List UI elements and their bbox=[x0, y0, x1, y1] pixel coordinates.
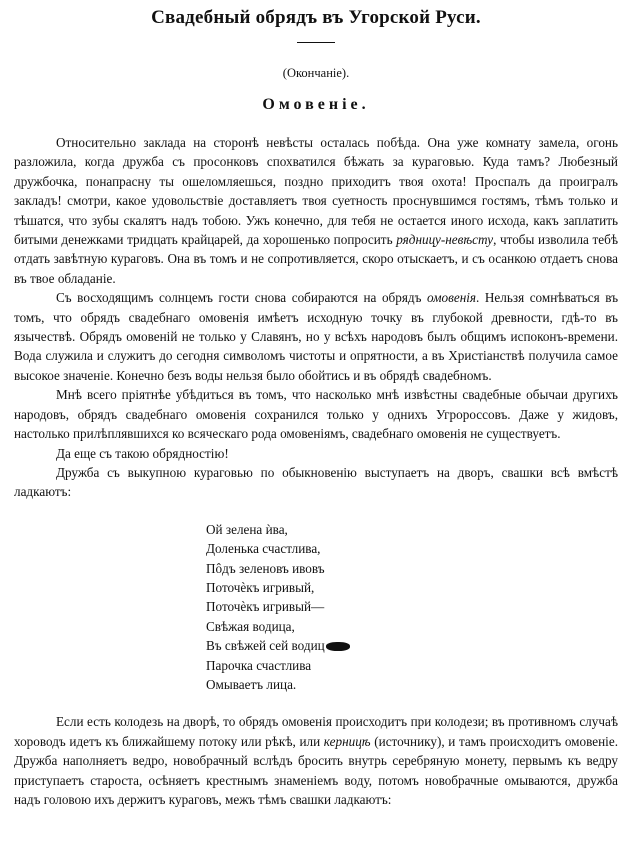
poem-line: Въ свѣжей сей водиц bbox=[206, 636, 618, 655]
poem-line: Пôдъ зеленовъ ивовъ bbox=[206, 560, 325, 576]
paragraph-closing: Если есть колодезь на дворѣ, то обрядъ омовенія происходитъ при колодези; въ противномъ случаѣ хороводъ идетъ къ ближайшему потоку или рѣкѣ, или керницѣ (источнику), и тамъ происходитъ омовеніе. Дружба наполняетъ ведро, новобрачный вслѣдъ бросить внутрь серебряную монету, первымъ къ ведру приступаетъ староста, осѣняетъ крестнымъ знаменіемъ воду, потомъ новобрачные омываются, дружба надъ головою ихъ держитъ кураговъ, межъ тѣмъ свашки ладкаютъ: bbox=[14, 714, 618, 807]
poem-line: Поточѐкъ игривый, bbox=[206, 579, 315, 595]
poem-line: Доленька счастлива, bbox=[206, 541, 321, 557]
document-page bbox=[0, 6, 626, 851]
poem bbox=[206, 520, 618, 695]
article-subtitle: (Окончаніе). bbox=[282, 66, 350, 80]
article-title: Свадебный обрядъ въ Угорской Руси. bbox=[151, 7, 481, 28]
poem-line: Свѣжая водица, bbox=[206, 618, 295, 634]
poem-line: Омываетъ лица. bbox=[206, 676, 297, 692]
title-divider bbox=[297, 42, 335, 43]
poem-line: Поточѐкъ игривый— bbox=[206, 599, 325, 615]
emphasis-text: рядницу-невѣсту bbox=[396, 232, 494, 248]
paragraph-4: Да еще съ такою обрядностію! bbox=[56, 445, 229, 461]
ink-blot bbox=[326, 642, 350, 651]
paragraph-5: Дружба съ выкупною кураговью по обыкновенію выступаетъ на дворъ, свашки всѣ вмѣстѣ ладкаютъ: bbox=[14, 464, 618, 500]
emphasis-text: омовенія bbox=[427, 290, 477, 306]
paragraph-3: Мнѣ всего пріятнѣе убѣдиться въ томъ, что насколько мнѣ извѣстны свадебные обычаи другихъ народовъ, обрядъ свадебнаго омовенія сохранился только у однихъ Угророссовъ. Даже у жидовъ, настолько прилѣплявшихся ко всяческаго рода омовеніямъ, свадебнаго омовенія не существуетъ. bbox=[14, 387, 618, 442]
emphasis-text: керницѣ bbox=[323, 733, 371, 749]
paragraph-1: Относительно заклада на сторонѣ невѣсты осталась побѣда. Она уже комнату замела, огонь разложила, когда дружба съ просонковъ спохватился бѣжать за кураговью. Куда тамъ? Любезный дружбочка, понапрасну ты ошеломляешься, поздно приходитъ твоя охота! Проспалъ да проигралъ закладъ! смотри, какое удовольствіе доставляетъ твоя суетность проснувшимся гостямъ, тѣмъ только и тѣшатся, что зубы скалятъ надъ тобою. Ужъ конечно, для тебя не остается иного исхода, какъ заплатить битыми денежками тридцать крайцарей, да хорошенько попросить рядницу-невѣсту, чтобы изволила тебѣ отдать завѣтную кураговъ. Она въ томъ и не сопротивляется, скоро отыскаетъ, и съ осанкою отдаетъ снова въ твое обладаніе. bbox=[14, 135, 618, 286]
poem-line: Парочка счастлива bbox=[206, 657, 312, 673]
poem-line: Ой зелена ѝва, bbox=[206, 521, 288, 537]
paragraph-2: Съ восходящимъ солнцемъ гости снова собираются на обрядъ омовенія. Нельзя сомнѣваться въ томъ, что обрядъ свадебнаго омовенія имѣетъ исходную точку въ глубокой древности, гдѣ-то въ язычествѣ. Обрядъ омовеній не только у Славянъ, но у всѣхъ народовъ былъ общимъ испоконъ-времени. Вода служила и служитъ до сегодня символомъ чистоты и опрятности, а въ Христіанствѣ получила самое высокое значеніе. Конечно безъ воды нельзя было обойтись и въ обрядѣ свадебномъ. bbox=[14, 290, 619, 383]
section-heading: Омовеніе. bbox=[262, 96, 370, 113]
